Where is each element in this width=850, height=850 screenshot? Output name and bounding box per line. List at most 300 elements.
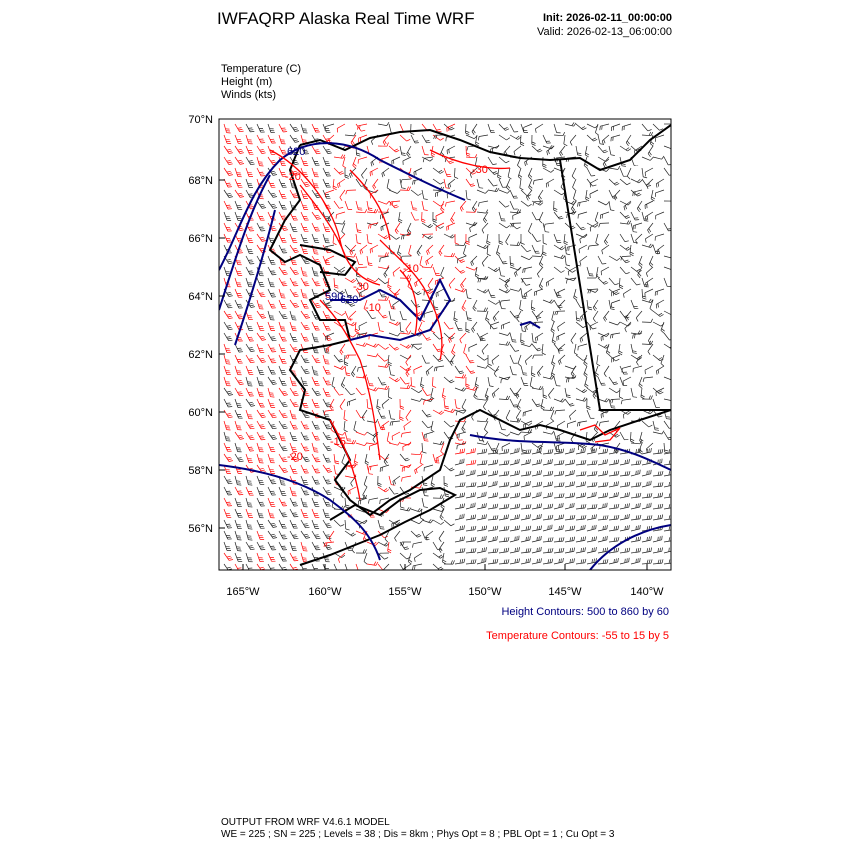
- wind-barb: [312, 388, 321, 396]
- wind-barb: [368, 498, 378, 504]
- wind-barb: [611, 124, 620, 131]
- temperature-contour-label: -30: [472, 164, 488, 176]
- wind-barb: [574, 344, 577, 355]
- wind-barb: [466, 289, 471, 299]
- wind-barb: [565, 256, 570, 266]
- wind-barb: [257, 509, 264, 518]
- wind-barb: [356, 234, 361, 244]
- wind-barb: [334, 465, 340, 475]
- wind-barb: [235, 201, 242, 209]
- wind-barb: [414, 366, 422, 374]
- wind-barb: [539, 256, 543, 267]
- wind-barb: [514, 146, 521, 155]
- wind-barb: [246, 157, 255, 165]
- wind-barb: [312, 498, 319, 506]
- latitude-tick-label: 66°N: [188, 233, 213, 245]
- wind-barb: [358, 157, 367, 164]
- wind-barb: [323, 377, 331, 385]
- wind-barb: [510, 190, 518, 198]
- wind-barb: [257, 212, 265, 220]
- wind-barb: [224, 168, 233, 176]
- wind-barb: [466, 366, 475, 373]
- wind-barb: [590, 179, 598, 187]
- wind-barb: [631, 460, 641, 465]
- wind-barb: [235, 212, 242, 221]
- wind-barb: [609, 256, 620, 261]
- wind-barb: [334, 355, 343, 362]
- wind-barb: [521, 333, 525, 344]
- wind-barb: [224, 553, 233, 560]
- wind-barb: [235, 509, 243, 517]
- wind-barb: [279, 234, 287, 242]
- wind-barb: [533, 201, 543, 206]
- wind-barb: [546, 179, 554, 188]
- wind-barb: [257, 322, 264, 330]
- wind-barb: [364, 553, 367, 564]
- wind-barb: [609, 515, 619, 520]
- latitude-tick-label: 56°N: [188, 523, 213, 535]
- wind-barb: [619, 344, 623, 355]
- wind-barb: [301, 322, 310, 330]
- wind-barb: [422, 531, 429, 539]
- wind-barb: [620, 514, 629, 520]
- wind-barb: [642, 132, 653, 136]
- wind-barb: [653, 482, 663, 487]
- wind-barb: [534, 289, 543, 296]
- wind-barb: [532, 492, 541, 498]
- wind-barb: [382, 421, 389, 430]
- wind-barb: [623, 289, 631, 298]
- wind-barb: [257, 289, 265, 297]
- wind-barb: [488, 449, 498, 454]
- wind-barb: [268, 410, 277, 418]
- wind-barb: [246, 256, 254, 264]
- wind-barb: [488, 492, 498, 498]
- wind-barb: [506, 410, 510, 421]
- wind-barb: [532, 135, 536, 146]
- wind-barb: [348, 399, 357, 406]
- wind-barb: [499, 135, 510, 140]
- wind-barb: [664, 421, 673, 428]
- wind-barb: [357, 267, 367, 272]
- wind-barb: [576, 536, 586, 542]
- wind-barb: [346, 190, 356, 194]
- wind-barb: [488, 559, 498, 564]
- wind-barb: [642, 289, 646, 299]
- wind-barb: [235, 190, 244, 197]
- wind-barb: [521, 443, 526, 453]
- wind-barb: [268, 531, 277, 538]
- wind-barb: [388, 542, 392, 553]
- wind-barb: [499, 514, 509, 520]
- wind-barb: [279, 465, 288, 473]
- wind-barb: [312, 421, 320, 429]
- wind-barb: [257, 421, 266, 429]
- wind-barb: [488, 188, 499, 192]
- wind-barb: [477, 449, 487, 454]
- wind-barb: [341, 377, 345, 388]
- wind-barb: [312, 531, 321, 539]
- latitude-tick-label: 58°N: [188, 465, 213, 477]
- wind-barb: [664, 311, 675, 315]
- wind-barb: [257, 399, 265, 407]
- wind-barb: [521, 245, 531, 252]
- wind-barb: [224, 531, 232, 539]
- wind-barb: [554, 377, 560, 386]
- wind-barb: [420, 377, 424, 388]
- wind-barb: [257, 531, 264, 540]
- wind-barb: [323, 168, 331, 176]
- wind-barb: [620, 482, 630, 487]
- wind-barb: [466, 190, 471, 200]
- wind-barb: [609, 388, 620, 393]
- wind-barb: [656, 366, 664, 375]
- wind-barb: [433, 508, 444, 511]
- wind-barb: [500, 300, 510, 305]
- wind-barb: [431, 421, 434, 432]
- wind-barb: [533, 179, 543, 185]
- wind-barb: [596, 234, 599, 245]
- wind-barb: [224, 124, 231, 133]
- wind-barb: [521, 481, 530, 487]
- wind-barb: [422, 333, 431, 340]
- wind-barb: [290, 487, 297, 496]
- wind-barb: [378, 476, 382, 487]
- wind-barb: [378, 143, 389, 147]
- wind-barb: [620, 146, 631, 151]
- wind-barb: [342, 223, 345, 234]
- wind-barb: [483, 399, 488, 410]
- wind-barb: [301, 333, 309, 341]
- wind-barb: [492, 355, 499, 365]
- wind-barb: [645, 366, 653, 374]
- wind-barb: [464, 344, 467, 355]
- wind-barb: [496, 245, 500, 256]
- wind-barb: [323, 179, 331, 187]
- wind-barb: [587, 504, 597, 509]
- wind-barb: [543, 234, 547, 244]
- wind-barb: [543, 504, 553, 509]
- wind-barb: [510, 366, 517, 375]
- wind-barb: [587, 168, 595, 176]
- wind-barb: [246, 432, 255, 440]
- wind-barb: [393, 267, 400, 277]
- wind-barb: [257, 146, 266, 154]
- wind-barb: [268, 487, 276, 495]
- wind-barb: [623, 377, 631, 385]
- wind-barb: [324, 410, 334, 415]
- wind-barb: [301, 553, 308, 562]
- latitude-tick-label: 60°N: [188, 407, 213, 419]
- wind-barb: [587, 267, 594, 276]
- wind-barb: [565, 548, 575, 554]
- map-frame: [219, 119, 671, 570]
- wind-barb: [538, 190, 543, 201]
- wind-barb: [268, 542, 276, 550]
- wind-barb: [403, 157, 411, 165]
- wind-barb: [380, 465, 389, 472]
- wind-barb: [510, 526, 520, 532]
- wind-barb: [576, 515, 586, 520]
- wind-barb: [455, 449, 465, 454]
- wind-barb: [609, 399, 615, 408]
- wind-barb: [499, 559, 509, 564]
- wind-barb: [521, 344, 532, 347]
- wind-barb: [444, 333, 454, 339]
- wind-barb: [235, 520, 242, 529]
- wind-barb: [279, 190, 287, 198]
- wind-barb: [323, 355, 329, 364]
- temperature-contour-label: -20: [287, 451, 303, 463]
- wind-barb: [466, 124, 470, 135]
- wind-barb: [235, 542, 242, 551]
- wind-barb: [323, 531, 331, 539]
- wind-barb: [389, 190, 400, 194]
- wind-barb: [356, 223, 361, 233]
- winds-variable-label: Winds (kts): [221, 89, 276, 101]
- wind-barb: [565, 481, 575, 487]
- wind-barb: [422, 498, 428, 508]
- wind-barb: [478, 135, 488, 140]
- wind-barb: [301, 157, 308, 166]
- wind-barb: [576, 481, 586, 487]
- wind-barb: [543, 471, 553, 476]
- wind-barb: [653, 355, 663, 361]
- wind-barb: [619, 278, 623, 289]
- wind-barb: [642, 168, 647, 178]
- wind-barb: [664, 168, 673, 175]
- wind-barb: [642, 515, 652, 520]
- wind-barb: [488, 526, 498, 531]
- wind-barb: [312, 542, 320, 550]
- wind-barb: [554, 190, 565, 195]
- wind-barb: [653, 504, 663, 509]
- wind-barb: [246, 421, 255, 429]
- wind-barb: [433, 495, 444, 499]
- wind-barb: [570, 135, 576, 145]
- longitude-tick-label: 145°W: [548, 586, 582, 598]
- wind-barb: [279, 520, 287, 528]
- wind-barb: [554, 482, 564, 487]
- wind-barb: [510, 344, 519, 351]
- wind-barb: [466, 355, 474, 363]
- wind-barb: [312, 509, 319, 517]
- longitude-tick-label: 160°W: [308, 586, 342, 598]
- wind-barb: [257, 377, 264, 386]
- wind-barb: [268, 454, 275, 463]
- wind-barb: [477, 482, 487, 488]
- wind-barb: [279, 300, 287, 308]
- wind-barb: [408, 553, 412, 564]
- wind-barb: [246, 267, 254, 275]
- wind-barb: [301, 520, 310, 528]
- wind-barb: [472, 124, 477, 135]
- wind-barb: [576, 460, 586, 465]
- wind-barb: [609, 492, 619, 498]
- wind-barb: [301, 300, 309, 308]
- wind-barb: [554, 245, 565, 250]
- wind-barb: [257, 234, 266, 241]
- wind-barb: [378, 278, 389, 284]
- wind-barb: [268, 553, 276, 561]
- wind-barb: [521, 377, 528, 386]
- wind-barb: [604, 366, 609, 377]
- wind-barb: [631, 344, 637, 353]
- wind-barb: [301, 212, 309, 220]
- wind-barb: [445, 201, 455, 207]
- wind-barb: [568, 267, 576, 276]
- wind-barb: [378, 122, 389, 125]
- wind-barb: [455, 559, 465, 564]
- wind-barb: [598, 256, 606, 264]
- wind-barb: [323, 421, 331, 429]
- wind-barb: [611, 300, 620, 307]
- wind-barb: [290, 278, 298, 286]
- wind-barb: [543, 407, 554, 411]
- wind-barb: [532, 234, 541, 242]
- wind-barb: [290, 234, 297, 242]
- wind-barb: [345, 520, 350, 530]
- wind-barb: [422, 201, 428, 211]
- wind-barb: [565, 399, 574, 406]
- wind-barb: [521, 493, 531, 499]
- wind-barb: [462, 421, 466, 432]
- wind-barb: [257, 432, 265, 440]
- wind-barb: [510, 448, 519, 454]
- wind-barb: [224, 487, 232, 495]
- wind-barb: [537, 366, 543, 376]
- wind-barb: [631, 331, 642, 335]
- wind-barb: [517, 311, 521, 322]
- wind-barb: [598, 503, 607, 509]
- wind-barb: [565, 470, 574, 476]
- wind-barb: [224, 146, 233, 154]
- wind-barb: [411, 377, 415, 387]
- wind-barb: [499, 201, 509, 207]
- wind-barb: [573, 190, 576, 201]
- wind-barb: [224, 421, 231, 430]
- wind-barb: [636, 234, 642, 244]
- wind-barb: [576, 471, 586, 476]
- wind-barb: [510, 470, 520, 476]
- wind-barb: [535, 333, 543, 342]
- wind-barb: [343, 157, 346, 168]
- wind-barb: [532, 514, 541, 520]
- wind-barb: [257, 157, 264, 166]
- wind-barb: [543, 300, 554, 304]
- wind-barb: [523, 267, 532, 273]
- wind-barb: [620, 492, 630, 498]
- wind-barb: [648, 146, 653, 157]
- wind-barb: [525, 355, 532, 365]
- wind-barb: [352, 542, 356, 553]
- height-contour-legend: Height Contours: 500 to 860 by 60: [501, 606, 669, 618]
- wind-barb: [246, 168, 253, 177]
- wind-barb: [365, 454, 369, 465]
- wind-barb: [290, 553, 298, 561]
- wind-barb: [543, 525, 552, 531]
- wind-barb: [622, 366, 631, 372]
- wind-barb: [510, 482, 520, 488]
- wind-barb: [499, 267, 505, 276]
- wind-barb: [455, 536, 465, 542]
- temperature-contour-label: -10: [403, 263, 419, 275]
- wind-barb: [268, 256, 276, 264]
- wind-barb: [584, 355, 588, 366]
- wind-barb: [554, 201, 558, 212]
- wind-barb: [268, 498, 275, 506]
- wind-barb: [312, 223, 320, 231]
- wind-barb: [224, 344, 231, 353]
- wind-barb: [246, 564, 254, 572]
- wind-barb: [334, 155, 345, 159]
- wind-barb: [400, 385, 411, 389]
- wind-barb: [637, 201, 642, 212]
- wind-barb: [312, 322, 320, 330]
- wind-barb: [257, 542, 265, 550]
- wind-barb: [246, 498, 252, 507]
- wind-barb: [586, 432, 590, 443]
- wind-barb: [477, 547, 487, 553]
- wind-barb: [642, 481, 651, 487]
- wind-barb: [279, 289, 285, 298]
- wind-barb: [333, 179, 337, 190]
- wind-barb: [488, 504, 498, 509]
- wind-barb: [301, 498, 308, 507]
- wind-barb: [235, 498, 242, 507]
- wind-barb: [554, 234, 561, 243]
- wind-barb: [224, 443, 232, 451]
- wind-barb: [656, 300, 664, 308]
- wind-barb: [520, 135, 524, 146]
- wind-barb: [477, 355, 488, 360]
- wind-barb: [224, 234, 232, 242]
- wind-barb: [488, 289, 495, 297]
- wind-barb: [499, 212, 506, 221]
- wind-barb: [529, 179, 533, 190]
- wind-barb: [312, 476, 320, 484]
- wind-barb: [488, 515, 498, 520]
- wind-barb: [571, 333, 576, 344]
- wind-barb: [520, 300, 523, 311]
- wind-barb: [478, 201, 488, 207]
- wind-barb: [610, 333, 620, 338]
- wind-barb: [411, 201, 417, 210]
- wind-barb: [574, 289, 578, 300]
- wind-barb: [469, 234, 477, 242]
- wind-barb: [422, 443, 427, 453]
- wind-barb: [631, 525, 640, 531]
- wind-barb: [301, 267, 307, 276]
- wind-barb: [543, 481, 553, 487]
- wind-barb: [389, 300, 396, 309]
- wind-barb: [235, 366, 242, 375]
- wind-barb: [642, 421, 652, 427]
- wind-barb: [290, 542, 297, 551]
- wind-barb: [224, 410, 233, 418]
- wind-barb: [551, 410, 554, 421]
- wind-barb: [636, 311, 642, 321]
- wind-barb: [290, 322, 297, 331]
- wind-barb: [290, 289, 299, 297]
- wind-barb: [268, 190, 277, 197]
- wind-barb: [631, 234, 638, 243]
- wind-barb: [492, 388, 499, 398]
- wind-barb: [400, 344, 411, 348]
- wind-barb: [642, 470, 651, 476]
- wind-barb: [477, 503, 486, 509]
- wind-barb: [587, 399, 591, 410]
